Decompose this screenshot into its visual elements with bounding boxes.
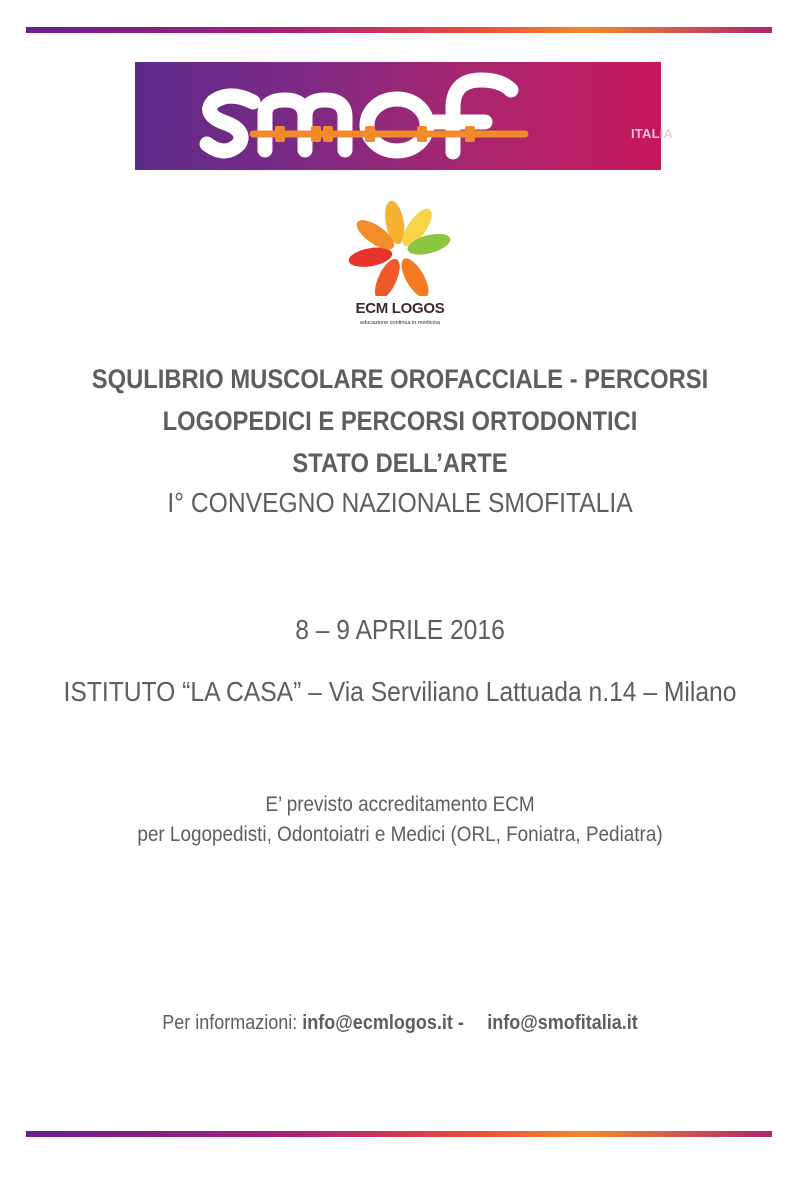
event-title — [0, 358, 800, 484]
title-line-3: STATO DELL’ARTE — [292, 448, 508, 478]
hands-logo-icon — [348, 200, 452, 296]
contact-prefix: Per informazioni: — [162, 1012, 298, 1034]
event-date: 8 – 9 APRILE 2016 — [295, 614, 505, 645]
accreditation-line-1: E’ previsto accreditamento ECM — [265, 793, 535, 816]
ecm-logo-name: ECM LOGOS — [355, 300, 445, 317]
event-subtitle: I° CONVEGNO NAZIONALE SMOFITALIA — [167, 487, 633, 518]
bottom-divider — [26, 1131, 772, 1137]
ecm-logos-logo — [340, 200, 460, 330]
smof-italia-banner — [135, 62, 674, 170]
smof-logo-icon — [135, 62, 661, 170]
top-divider — [26, 27, 772, 33]
contact-info — [40, 1012, 760, 1035]
contact-email-smofitalia[interactable]: info@smofitalia.it — [487, 1012, 638, 1034]
contact-email-ecmlogos[interactable]: info@ecmlogos.it - — [302, 1012, 464, 1034]
accreditation-note — [40, 790, 760, 850]
event-venue: ISTITUTO “LA CASA” – Via Serviliano Lattuada n.14 – Milano — [63, 676, 737, 707]
title-line-2: LOGOPEDICI E PERCORSI ORTODONTICI — [162, 406, 638, 436]
title-line-1: SQULIBRIO MUSCOLARE OROFACCIALE - PERCORSI — [91, 364, 709, 394]
accreditation-line-2: per Logopedisti, Odontoiatri e Medici (ORL, Foniatra, Pediatra) — [137, 823, 663, 846]
ecm-logo-tagline: educazione continua in medicina — [360, 320, 440, 326]
banner-italia-label: ITALIA — [631, 126, 674, 141]
